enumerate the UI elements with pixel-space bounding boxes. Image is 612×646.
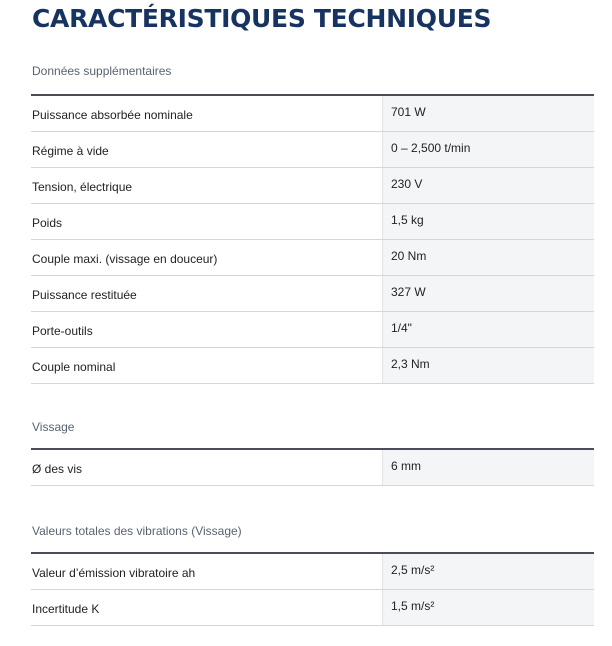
spec-table-vissage bbox=[31, 448, 594, 486]
spec-table-vibrations bbox=[31, 552, 594, 626]
spec-value: 701 W bbox=[382, 96, 594, 131]
spec-label: Porte-outils bbox=[32, 324, 93, 338]
section-heading-donnees-supplementaires: Données supplémentaires bbox=[32, 64, 172, 78]
spec-row-couple-nominal bbox=[31, 348, 594, 384]
spec-row-puissance-absorbee bbox=[31, 96, 594, 132]
spec-row-couple-maxi bbox=[31, 240, 594, 276]
spec-value: 1/4" bbox=[382, 312, 594, 347]
spec-label: Couple nominal bbox=[32, 360, 116, 374]
spec-row-incertitude-k bbox=[31, 590, 594, 626]
spec-value: 2,5 m/s² bbox=[382, 554, 594, 589]
spec-row-regime-a-vide bbox=[31, 132, 594, 168]
section-heading-vibrations: Valeurs totales des vibrations (Vissage) bbox=[32, 524, 242, 538]
spec-table-donnees-supplementaires bbox=[31, 94, 594, 384]
spec-label: Incertitude K bbox=[32, 602, 100, 616]
spec-value: 230 V bbox=[382, 168, 594, 203]
spec-label: Puissance restituée bbox=[32, 288, 137, 302]
spec-row-puissance-restituee bbox=[31, 276, 594, 312]
spec-label: Puissance absorbée nominale bbox=[32, 108, 193, 122]
spec-row-diametre-vis bbox=[31, 450, 594, 486]
spec-row-tension bbox=[31, 168, 594, 204]
spec-row-porte-outils bbox=[31, 312, 594, 348]
page-title: CARACTÉRISTIQUES TECHNIQUES bbox=[32, 4, 492, 33]
spec-label: Ø des vis bbox=[32, 462, 83, 476]
spec-label: Valeur d’émission vibratoire ah bbox=[32, 566, 196, 580]
spec-value: 327 W bbox=[382, 276, 594, 311]
spec-row-poids bbox=[31, 204, 594, 240]
spec-value: 1,5 m/s² bbox=[382, 590, 594, 625]
spec-label: Régime à vide bbox=[32, 144, 109, 158]
spec-value: 20 Nm bbox=[382, 240, 594, 275]
spec-value: 0 – 2,500 t/min bbox=[382, 132, 594, 167]
spec-row-emission-vibratoire bbox=[31, 554, 594, 590]
spec-label: Poids bbox=[32, 216, 63, 230]
spec-label: Couple maxi. (vissage en douceur) bbox=[32, 252, 218, 266]
section-heading-vissage: Vissage bbox=[32, 420, 75, 434]
spec-label: Tension, électrique bbox=[32, 180, 133, 194]
spec-value: 2,3 Nm bbox=[382, 348, 594, 383]
spec-value: 1,5 kg bbox=[382, 204, 594, 239]
spec-value: 6 mm bbox=[382, 450, 594, 485]
